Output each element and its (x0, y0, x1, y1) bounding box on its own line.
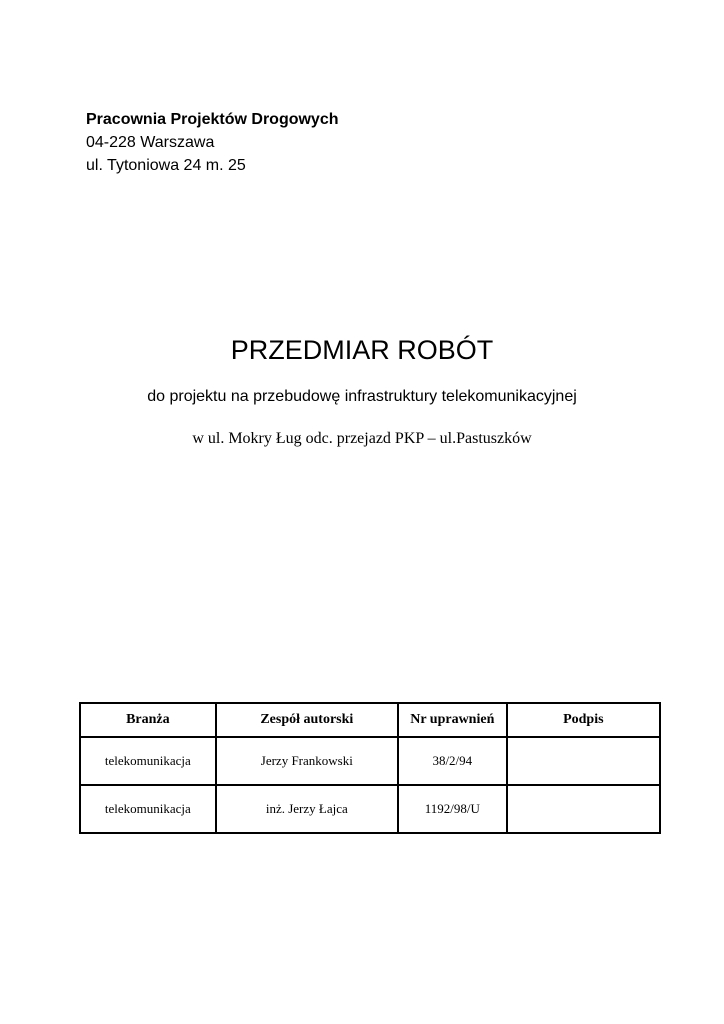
column-header-uprawnienia: Nr uprawnień (398, 703, 507, 737)
cell-zespol: Jerzy Frankowski (216, 737, 398, 785)
document-subtitle: do projektu na przebudowę infrastruktury telekomunikacyjnej (147, 388, 577, 405)
column-header-zespol: Zespół autorski (216, 703, 398, 737)
column-header-branza: Branża (80, 703, 216, 737)
company-street: ul. Tytoniowa 24 m. 25 (86, 157, 246, 174)
authors-table (79, 702, 661, 834)
table-row (80, 785, 660, 833)
cell-uprawnienia: 38/2/94 (398, 737, 507, 785)
cell-uprawnienia: 1192/98/U (398, 785, 507, 833)
project-location: w ul. Mokry Ług odc. przejazd PKP – ul.Pastuszków (192, 430, 532, 447)
document-title: PRZEDMIAR ROBÓT (230, 335, 494, 365)
cell-branza: telekomunikacja (80, 737, 216, 785)
company-city: 04-228 Warszawa (86, 134, 215, 151)
table-header-row (80, 703, 660, 737)
company-header (86, 108, 339, 177)
cell-branza: telekomunikacja (80, 785, 216, 833)
cell-podpis (507, 737, 660, 785)
cell-zespol: inż. Jerzy Łajca (216, 785, 398, 833)
company-name: Pracownia Projektów Drogowych (86, 111, 339, 128)
table-row (80, 737, 660, 785)
cell-podpis (507, 785, 660, 833)
column-header-podpis: Podpis (507, 703, 660, 737)
